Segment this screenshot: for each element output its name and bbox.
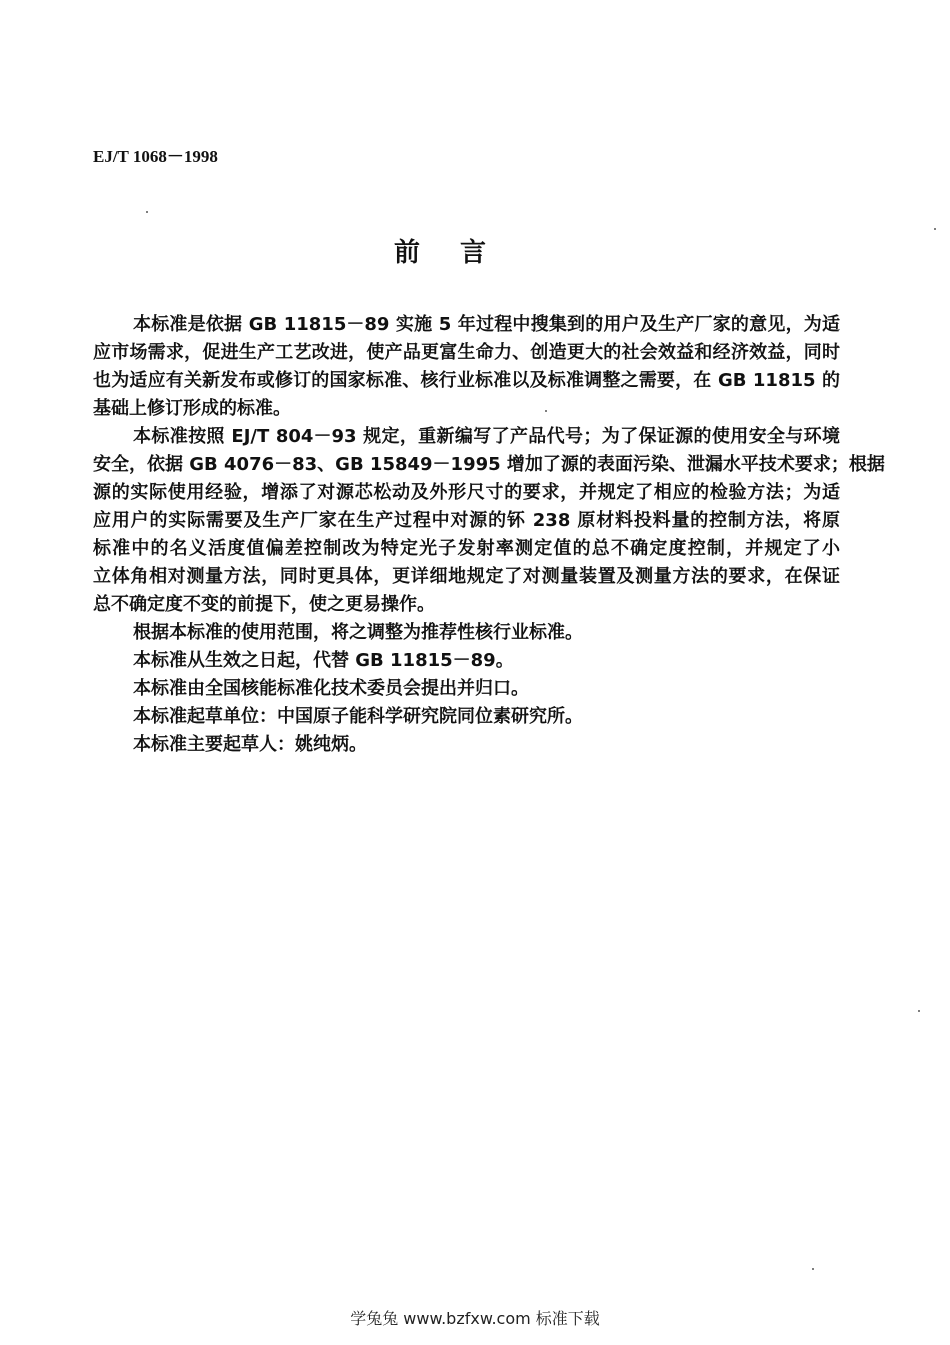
paragraph-line: 本标准起草单位：中国原子能科学研究院同位素研究所。 [133,706,583,727]
footer-watermark: 学兔兔 www.bzfxw.com 标准下载 [350,1309,600,1328]
paragraph-line: 源的实际使用经验，增添了对源芯松动及外形尺寸的要求，并规定了相应的检验方法；为适 [93,482,840,503]
paragraph-line: 标准中的名义活度值偏差控制改为特定光子发射率测定值的总不确定度控制，并规定了小 [93,538,840,559]
paragraph-line: 立体角相对测量方法，同时更具体，更详细地规定了对测量装置及测量方法的要求，在保证 [93,566,840,587]
paragraph-line: 根据本标准的使用范围，将之调整为推荐性核行业标准。 [133,622,583,643]
paragraph-line: 应用户的实际需要及生产厂家在生产过程中对源的钚 238 原材料投料量的控制方法，将原 [93,510,840,531]
paragraph-line: 总不确定度不变的前提下，使之更易操作。 [93,594,435,615]
paragraph-line: 安全，依据 GB 4076－83、GB 15849－1995 增加了源的表面污染、泄漏水平技术要求；根据 [93,454,885,475]
page-title: 前言 [393,238,526,268]
paragraph-line: 也为适应有关新发布或修订的国家标准、核行业标准以及标准调整之需要，在 GB 11815 的 [93,370,840,391]
scan-speck [545,410,547,412]
paragraph-line: 本标准从生效之日起，代替 GB 11815－89。 [133,650,514,671]
paragraph-line: 应市场需求，促进生产工艺改进，使产品更富生命力、创造更大的社会效益和经济效益，同时 [93,342,840,363]
scan-speck [918,1010,920,1012]
scan-speck [812,1268,814,1270]
paragraph-line: 本标准是依据 GB 11815－89 实施 5 年过程中搜集到的用户及生产厂家的意见，为适 [133,314,840,335]
paragraph-line: 本标准由全国核能标准化技术委员会提出并归口。 [133,678,529,699]
paragraph-line: 基础上修订形成的标准。 [93,398,291,419]
paragraph-line: 本标准按照 EJ/T 804－93 规定，重新编写了产品代号；为了保证源的使用安全与环境 [133,426,840,447]
foreword-body [93,311,885,759]
standard-code-header: EJ/T 1068－1998 [93,147,218,166]
scan-speck [934,228,936,230]
paragraph-line: 本标准主要起草人：姚纯炳。 [133,734,367,755]
scan-speck [146,211,148,213]
